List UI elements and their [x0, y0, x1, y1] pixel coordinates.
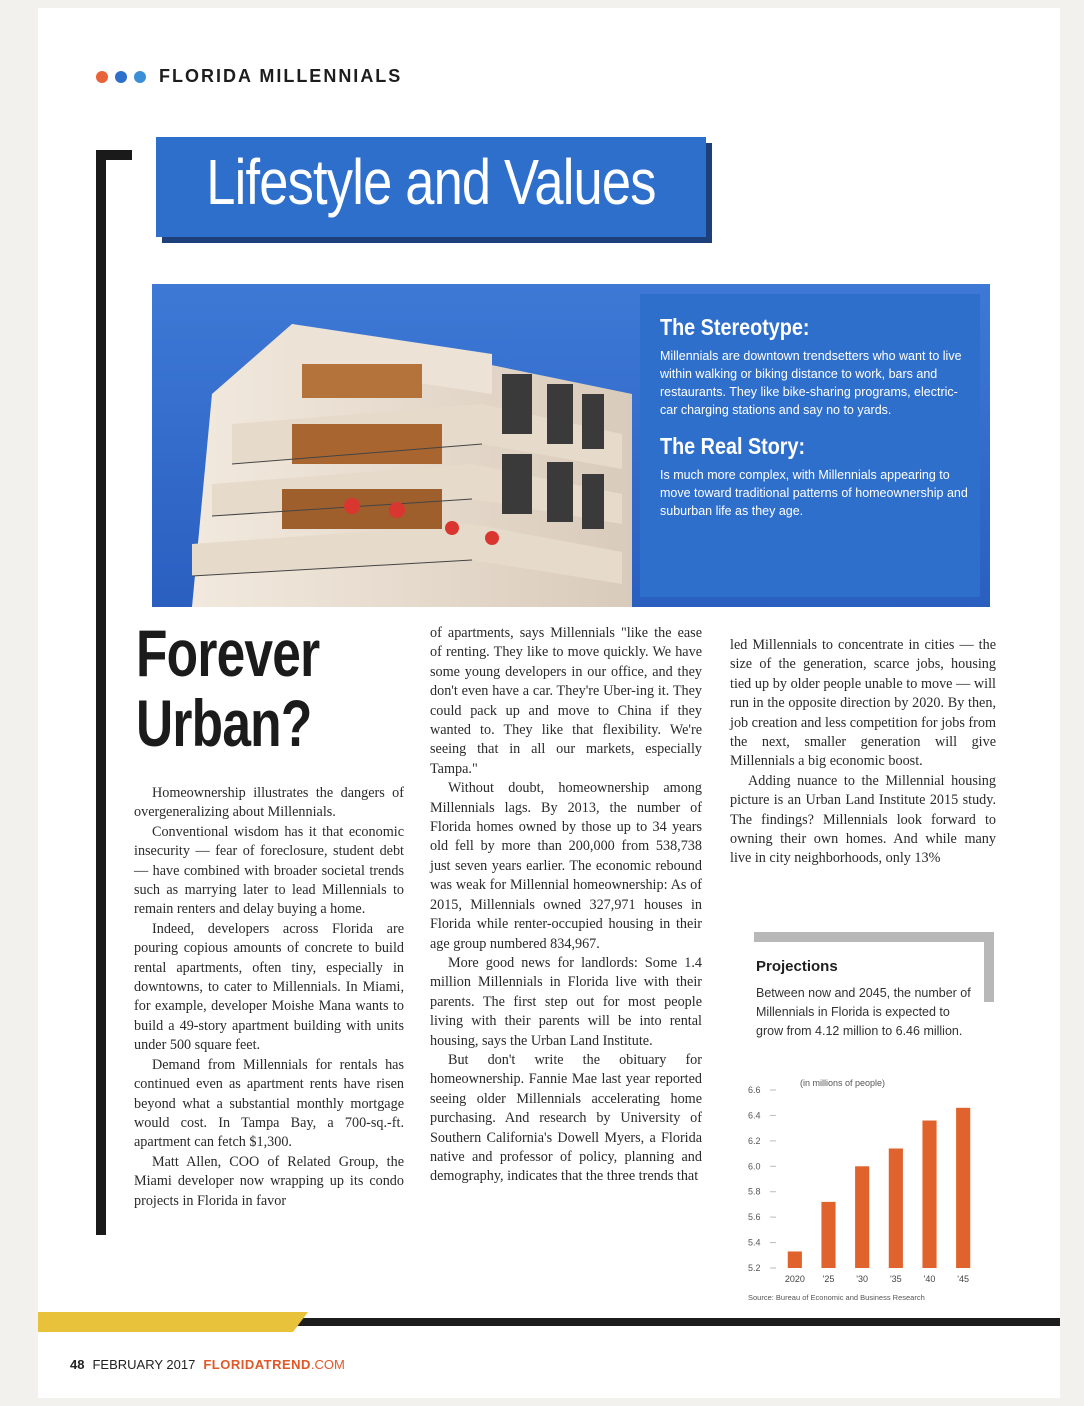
y-tick-label: 6.6: [748, 1085, 761, 1095]
sidebar-text: Between now and 2045, the number of Millennials in Florida is expected to grow from 4.12 million to 6.46 million.: [756, 986, 971, 1038]
decorative-bar-tick: [96, 150, 132, 160]
paragraph: But don't write the obituary for homeownership. Fannie Mae last year reported seeing older Millennials accelerating home purchasing. And research by University of Southern California's Dowell Myers, a Florida native and professor of policy, planning and demography, indicates that the three trends that: [430, 1051, 702, 1185]
chart-bar: [889, 1148, 903, 1268]
publication-brand: FLORIDATREND: [203, 1357, 311, 1372]
section-header: [96, 66, 402, 87]
article-column-1: [134, 784, 404, 1211]
section-dot: [115, 71, 127, 83]
y-tick-label: 6.4: [748, 1110, 761, 1121]
y-tick-label: 5.2: [748, 1263, 761, 1273]
x-tick-label: '40: [923, 1274, 936, 1284]
paragraph: Demand from Millennials for rentals has continued even as apartment rents have risen beyond what a substantial monthly mortgage would cost. In Tampa Bay, a 700-sq.-ft. apartment can fetch $1,300.: [134, 1056, 404, 1151]
y-tick-label: 5.8: [748, 1186, 761, 1197]
y-tick-label: 5.6: [748, 1212, 761, 1223]
sidebar-edge: [984, 932, 994, 1002]
x-tick-label: '45: [957, 1274, 970, 1284]
chart-bar: [821, 1202, 835, 1268]
chart-bar: [922, 1121, 936, 1268]
stereotype-heading: The Stereotype:: [660, 314, 810, 340]
footer-stripe: [38, 1306, 1060, 1332]
chart-bar: [788, 1251, 802, 1268]
hero-image: [152, 284, 990, 607]
headline-line-1: Forever: [136, 616, 320, 690]
publication-url: [203, 1357, 345, 1372]
paragraph: Conventional wisdom has it that economic insecurity — fear of foreclosure, student debt — have combined with broader societal trends such as marrying later to lead Millennials to remain renters and delay buying a home.: [134, 823, 404, 918]
y-tick-label: 6.2: [748, 1135, 761, 1146]
issue-date: FEBRUARY 2017: [92, 1357, 196, 1372]
article-column-2: [430, 624, 702, 1187]
sidebar-rule: [754, 932, 986, 942]
paragraph: of apartments, says Millennials "like the ease of renting. They like to move quickly. We have some young developers in our office, and they don't even have a car. They're Uber-ing it. They could pack up and move to China if they wanted to. They like that flexibility. We're seeing that in all our markets, especially Tampa.": [430, 625, 702, 777]
section-title: FLORIDA MILLENNIALS: [159, 66, 403, 86]
page-number: 48: [70, 1357, 85, 1372]
chart-svg: [744, 1066, 994, 1306]
paragraph: Adding nuance to the Millennial housing picture is an Urban Land Institute 2015 study. The findings? Millennials look forward to owning their own homes. And while many live in city neighborhoods, only 13%: [730, 772, 996, 867]
x-tick-label: '35: [889, 1274, 902, 1284]
headline-line-2: Urban?: [136, 686, 312, 760]
chart-unit-label: (in millions of people): [800, 1078, 886, 1088]
page-footer: [70, 1357, 345, 1372]
chart-bar: [956, 1108, 970, 1268]
article-headline: [136, 618, 339, 758]
y-tick-label: 6.0: [748, 1161, 761, 1172]
chart-source: Source: Bureau of Economic and Business Research: [748, 1293, 925, 1302]
paragraph: Without doubt, homeownership among Millennials lags. By 2013, the number of Florida homes owned by those up to 34 years old fell by more than 200,000 from 538,738 just seven years earlier. The economic rebound was weak for Millennial homeownership: As of 2015, Millennials owned 327,971 houses in Florida while renter-occupied housing in their age group numbered 834,967.: [430, 780, 702, 952]
real-story-text: Is much more complex, with Millennials appearing to move toward traditional patterns of homeownership and suburban life as they age.: [660, 468, 968, 518]
x-tick-label: 2020: [784, 1274, 805, 1284]
chart-bar: [855, 1166, 869, 1268]
x-tick-label: '25: [822, 1274, 835, 1284]
paragraph: More good news for landlords: Some 1.4 million Millennials in Florida live with their parents. The first step out for most people living with their parents will be into rental housing, says the Urban Land Institute.: [430, 954, 702, 1049]
projections-chart: [744, 1066, 994, 1306]
paragraph: Matt Allen, COO of Related Group, the Miami developer now wrapping up its condo projects in Florida in favor: [134, 1153, 404, 1209]
banner-box: [156, 137, 706, 237]
publication-domain: .COM: [310, 1357, 345, 1372]
paragraph: Homeownership illustrates the dangers of overgeneralizing about Millennials.: [134, 785, 404, 821]
banner-title: Lifestyle and Values: [206, 146, 656, 218]
section-dot: [134, 71, 146, 83]
section-dot: [96, 71, 108, 83]
stereotype-panel: [644, 294, 984, 597]
decorative-vertical-bar: [96, 150, 106, 1235]
y-tick-label: 5.4: [748, 1237, 761, 1248]
paragraph: Indeed, developers across Florida are pouring copious amounts of concrete to build rental apartments, often tiny, especially in downtowns, to cater to Millennials. In Miami, for example, developer Moishe Mana wants to build a 49-story apartment building with units under 500 square feet.: [134, 920, 404, 1054]
sidebar-title: Projections: [756, 958, 838, 975]
x-tick-label: '30: [856, 1274, 869, 1284]
stereotype-text: Millennials are downtown trendsetters who want to live within walking or biking distance to work, bars and restaurants. They like bike-sharing programs, electric-car charging stations and say no to yards.: [660, 349, 962, 417]
article-column-3: [730, 636, 996, 869]
paragraph: led Millennials to concentrate in cities — the size of the generation, scarce jobs, housing tied up by older people unable to move — will run in the opposite direction by 2020. By then, job creation and less competition for jobs from the next, smaller generation will give Millennials a big economic boost.: [730, 637, 996, 770]
real-story-heading: The Real Story:: [660, 433, 806, 459]
